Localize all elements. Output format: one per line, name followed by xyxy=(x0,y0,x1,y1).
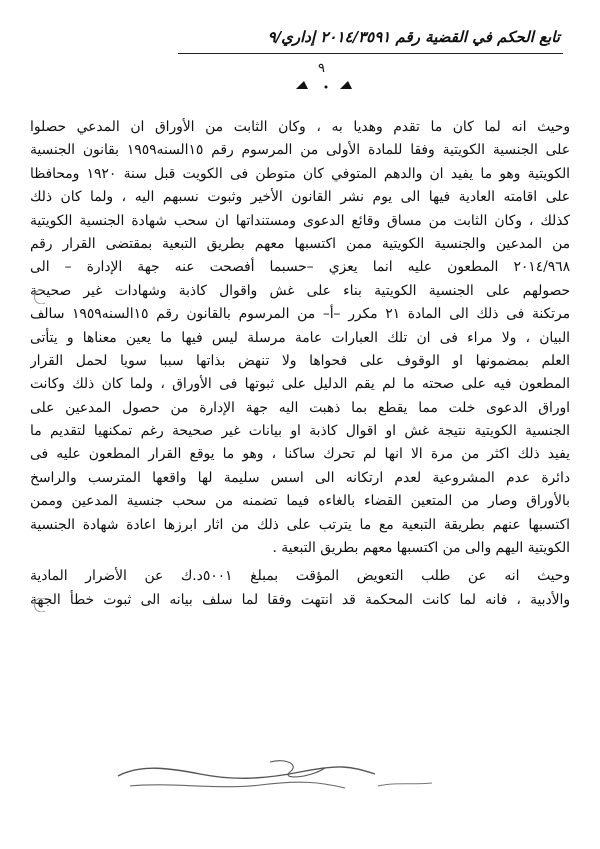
body-line: المطعون فيه على صحته ما لم يقم الدليل على ثبوتها فى الأوراق ، ولما كان ذلك وكانت xyxy=(30,376,570,393)
page-number: ٩ xyxy=(318,61,325,76)
punch-hole-icon xyxy=(32,598,48,612)
punch-hole-icon xyxy=(32,290,48,304)
page-stamp-icon xyxy=(290,77,360,93)
body-line: حصولهم على الجنسية الكويتية بناء على غش واقوال كاذبة وشهادات غير صحيحة xyxy=(30,282,570,299)
body-line: من المدعين والجنسية الكويتية ممن اكتسبها معهم بطريق التبعية بمقتضى القرار رقم xyxy=(30,235,570,252)
body-line: والأدبية ، فانه لما كانت المحكمة قد انتهت وفقا لما سلف بيانه الى ثبوت خطأ الجهة xyxy=(30,591,570,608)
body-line: كذلك ، وكان الثابت من مساق وقائع الدعوى ومستنداتها ان سحب شهادة الجنسية الكويتية xyxy=(30,212,570,229)
header-title: تابع الحكم في القضية رقم ٢٠١٤/٣٥٩١ إداري/٩ xyxy=(267,28,560,46)
header-underline xyxy=(178,53,563,54)
body-line: بالأوراق وصار من المتعين القضاء بالغاءه فيما تضمنه من سحب جنسية المدعين وممن xyxy=(30,493,570,510)
body-line: الكويتية اليهم والى من اكتسبها معهم بطريق التبعية . xyxy=(272,540,570,557)
body-line: اكتسبها عنهم بطريقة التبعية مع ما يترتب على ذلك من اثار ابرزها اعادة شهادة الجنسية xyxy=(30,516,570,533)
body-line: وحيث انه لما كان ما تقدم وهديا به ، وكان الثابت من الأوراق ان المدعي حصلوا xyxy=(30,119,570,135)
body-line: اوراق الدعوى خلت مما يقطع بما ذهبت اليه جهة الإدارة من حصول المدعين على xyxy=(30,399,570,416)
body-line: دائرة عدم المشروعية لعدم ارتكانه الى اسس سليمة لها واقعها المترسب والراسخ xyxy=(30,469,570,486)
body-line: على الجنسية الكويتية وفقا للمادة الأولى من المرسوم رقم ١٥السنه١٩٥٩ بقانون الجنسية xyxy=(30,142,570,159)
body-line: البيان ، ولا مراء فى ان تلك العبارات عامة مرسلة ليس فيها ما يعين معناها و يتأتى xyxy=(30,329,570,346)
body-line: ٢٠١٤/٩٦٨ المطعون عليه انما يعزي –حسبما أفصحت عنه جهة الإدارة – الى xyxy=(30,259,570,276)
judgment-body xyxy=(30,116,570,612)
body-line: مرتكنة فى ذلك الى المادة ٢١ مكرر –أ– من المرسوم بالقانون رقم ١٥السنه١٩٥٩ سالف xyxy=(30,306,570,323)
signature-icon xyxy=(110,752,440,802)
body-line: يفيد ذلك اكثر من مرة الا انها لم تحرك ساكنا ، وهو ما يوقع القرار المطعون عليه فى xyxy=(30,446,570,463)
body-line: الجنسية الكويتية نتيجة غش او اقوال كاذبة او بيانات غير صحيحة رغم تمكنهيا لتقديم ما xyxy=(30,423,570,440)
body-line: وحيث انه عن طلب التعويض المؤقت بمبلغ ٥٠٠١د.ك عن الأضرار المادية xyxy=(30,568,570,585)
body-line: العلم بمضمونها او الوقوف على فحواها ولا تنهض بذاتها سببا سويا لحمل القرار xyxy=(30,352,570,369)
body-line: على اقامته العادية فيها الى يوم نشر القانون الأخير وثبوت نسبهم اليه ، ولما كان ذلك xyxy=(30,189,570,206)
body-line: الكويتية وهو ما يفيد ان والدهم المتوفي كان متوطن فى الكويت قبل سنة ١٩٢٠ ومحافظا xyxy=(30,165,570,182)
